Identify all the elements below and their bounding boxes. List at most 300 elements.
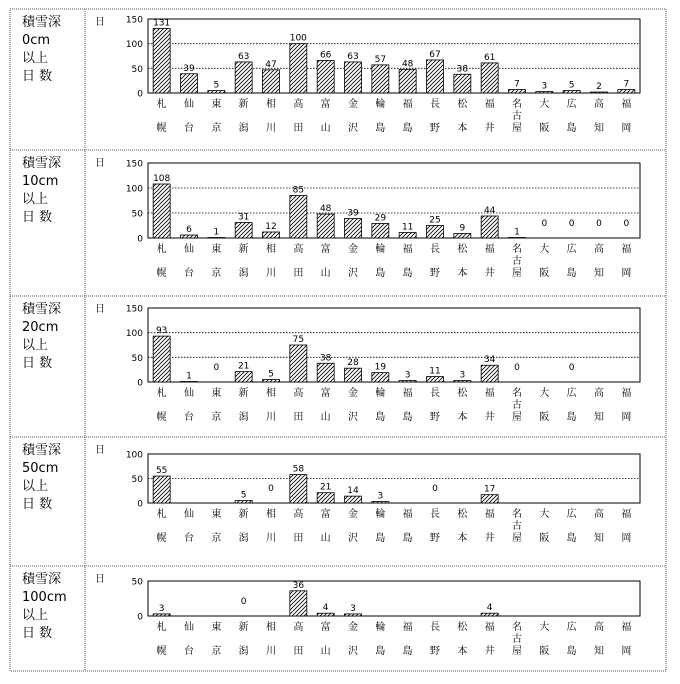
- x-tick-label: [512, 98, 522, 134]
- svg-text:潟: 潟: [239, 644, 249, 657]
- panel-title-line: 日 数: [22, 496, 52, 512]
- svg-text:富: 富: [321, 620, 331, 633]
- bar: [317, 60, 334, 93]
- bar-value-label: 57: [375, 55, 386, 65]
- bar-value-label: 9: [459, 224, 465, 234]
- svg-text:札: 札: [157, 620, 167, 633]
- x-tick-label: [239, 98, 249, 134]
- x-tick-label: [239, 387, 249, 423]
- bar-value-label: 93: [156, 326, 167, 336]
- x-tick-label: [239, 243, 249, 279]
- x-tick-label: [403, 620, 413, 657]
- bar-value-label: 34: [484, 355, 496, 365]
- svg-text:阪: 阪: [539, 267, 549, 279]
- x-tick-label: [403, 507, 413, 544]
- chart-panel-0: [22, 14, 640, 134]
- x-tick-label: [539, 507, 549, 544]
- bar: [454, 234, 471, 239]
- svg-text:幌: 幌: [157, 644, 167, 657]
- bar: [481, 365, 498, 382]
- bar-value-label: 4: [323, 603, 329, 613]
- svg-text:島: 島: [567, 531, 577, 544]
- bar: [153, 614, 170, 616]
- bar-value-label: 63: [238, 52, 249, 62]
- bar: [427, 377, 444, 382]
- svg-text:京: 京: [211, 121, 221, 134]
- bar-value-label: 21: [320, 483, 331, 493]
- bar: [235, 501, 252, 503]
- svg-text:岡: 岡: [621, 267, 631, 279]
- y-tick-label: 50: [132, 210, 144, 220]
- svg-text:金: 金: [348, 620, 358, 633]
- bar-value-label: 48: [402, 59, 414, 69]
- bar: [536, 92, 553, 93]
- svg-text:島: 島: [403, 531, 413, 544]
- bar: [153, 336, 170, 382]
- svg-text:広: 広: [567, 387, 577, 399]
- bar-value-label: 3: [405, 371, 411, 381]
- bar: [153, 184, 170, 238]
- svg-text:仙: 仙: [184, 620, 194, 633]
- svg-text:古: 古: [512, 254, 522, 267]
- bar-value-label: 3: [541, 82, 547, 92]
- bar-value-label: 6: [186, 225, 192, 235]
- bar-value-label: 36: [293, 581, 305, 591]
- y-tick-label: 50: [132, 354, 144, 364]
- bar-value-label: 66: [320, 50, 332, 60]
- bar-value-label: 0: [569, 363, 575, 373]
- svg-text:富: 富: [321, 386, 331, 399]
- svg-text:東: 東: [211, 507, 221, 520]
- svg-text:京: 京: [211, 644, 221, 657]
- x-tick-label: [266, 97, 276, 134]
- x-tick-label: [539, 97, 549, 134]
- svg-text:潟: 潟: [239, 121, 249, 134]
- bar: [263, 232, 280, 238]
- svg-text:古: 古: [512, 109, 522, 122]
- svg-text:広: 広: [567, 98, 577, 110]
- x-tick-label: [485, 242, 495, 279]
- svg-text:高: 高: [293, 386, 303, 399]
- unit-label: 日: [95, 573, 105, 585]
- svg-text:長: 長: [430, 243, 440, 255]
- x-tick-label: [594, 242, 604, 279]
- svg-text:長: 長: [430, 621, 440, 633]
- svg-text:知: 知: [594, 645, 604, 657]
- svg-text:大: 大: [539, 242, 549, 255]
- bar-value-label: 58: [293, 465, 305, 475]
- svg-text:潟: 潟: [239, 531, 249, 544]
- panel-title-line: 積雪深: [22, 442, 61, 458]
- panel-title-line: 積雪深: [22, 155, 61, 171]
- svg-text:名: 名: [512, 508, 522, 520]
- svg-text:福: 福: [621, 507, 631, 520]
- svg-text:札: 札: [157, 97, 167, 110]
- svg-text:大: 大: [539, 386, 549, 399]
- bar-value-label: 85: [293, 186, 304, 196]
- svg-text:高: 高: [594, 97, 604, 110]
- x-tick-label: [266, 620, 276, 657]
- svg-text:名: 名: [512, 243, 522, 255]
- plot-frame: [148, 19, 640, 93]
- x-tick-label: [321, 620, 331, 657]
- x-tick-label: [157, 507, 167, 544]
- plot-frame: [148, 163, 640, 238]
- svg-text:井: 井: [485, 266, 495, 279]
- bar: [263, 380, 280, 382]
- x-tick-label: [293, 386, 303, 423]
- bar-value-label: 131: [153, 18, 170, 28]
- svg-text:井: 井: [485, 644, 495, 657]
- svg-text:高: 高: [293, 97, 303, 110]
- y-tick-label: 0: [137, 379, 143, 389]
- x-tick-label: [485, 97, 495, 134]
- panel-title-line: 20cm: [22, 320, 58, 335]
- svg-text:高: 高: [293, 507, 303, 520]
- svg-text:輪: 輪: [375, 507, 385, 520]
- svg-text:大: 大: [539, 97, 549, 110]
- y-tick-label: 100: [126, 185, 143, 195]
- bar: [290, 345, 307, 382]
- x-tick-label: [430, 98, 440, 134]
- svg-text:金: 金: [348, 242, 358, 255]
- bar-value-label: 3: [350, 604, 356, 614]
- bar-value-label: 0: [514, 363, 520, 373]
- svg-text:新: 新: [239, 387, 249, 399]
- bar-value-label: 48: [320, 204, 332, 214]
- bar: [317, 493, 334, 503]
- x-tick-label: [621, 620, 631, 657]
- x-tick-label: [567, 621, 577, 657]
- svg-text:福: 福: [621, 97, 631, 110]
- svg-text:島: 島: [567, 121, 577, 134]
- svg-text:山: 山: [321, 121, 331, 134]
- x-tick-label: [457, 620, 468, 657]
- x-tick-label: [293, 507, 303, 544]
- x-tick-label: [539, 386, 549, 423]
- bar: [181, 235, 198, 238]
- x-tick-label: [211, 620, 221, 657]
- bar: [345, 219, 362, 239]
- svg-text:金: 金: [348, 507, 358, 520]
- bar-value-label: 61: [484, 53, 495, 63]
- svg-text:屋: 屋: [512, 267, 522, 279]
- bar-value-label: 5: [241, 491, 247, 501]
- bar-value-label: 39: [347, 209, 359, 219]
- x-tick-label: [375, 507, 385, 544]
- svg-text:札: 札: [157, 507, 167, 520]
- bar-value-label: 47: [265, 60, 276, 70]
- svg-text:島: 島: [375, 644, 385, 657]
- svg-text:野: 野: [430, 122, 440, 134]
- chart-panel-2: [10, 296, 666, 423]
- svg-text:相: 相: [266, 242, 276, 255]
- bar: [372, 502, 389, 503]
- svg-text:新: 新: [239, 98, 249, 110]
- bar: [454, 74, 471, 93]
- panel-title-line: 50cm: [22, 461, 58, 476]
- svg-text:島: 島: [403, 121, 413, 134]
- x-tick-label: [430, 621, 440, 657]
- svg-text:田: 田: [293, 645, 303, 657]
- x-tick-label: [184, 97, 194, 134]
- bar-value-label: 100: [290, 34, 307, 44]
- svg-text:福: 福: [621, 242, 631, 255]
- x-tick-label: [430, 387, 440, 423]
- svg-text:富: 富: [321, 507, 331, 520]
- x-tick-label: [293, 242, 303, 279]
- x-tick-label: [485, 620, 495, 657]
- bar: [427, 226, 444, 239]
- x-tick-label: [512, 387, 522, 423]
- svg-text:島: 島: [567, 266, 577, 279]
- y-tick-label: 100: [126, 40, 143, 50]
- bar: [290, 196, 307, 239]
- svg-text:福: 福: [403, 97, 413, 110]
- svg-text:本: 本: [457, 410, 467, 423]
- svg-text:井: 井: [485, 121, 495, 134]
- svg-text:古: 古: [512, 519, 522, 532]
- svg-text:輪: 輪: [375, 97, 385, 110]
- svg-text:台: 台: [184, 266, 194, 279]
- bar-value-label: 3: [377, 492, 383, 502]
- svg-text:福: 福: [403, 242, 413, 255]
- x-tick-label: [211, 507, 221, 544]
- x-tick-label: [457, 242, 468, 279]
- x-tick-label: [293, 97, 303, 134]
- svg-text:松: 松: [457, 620, 468, 633]
- bar-value-label: 44: [484, 206, 496, 216]
- x-tick-label: [321, 97, 331, 134]
- bar-value-label: 3: [159, 604, 165, 614]
- bar-value-label: 0: [596, 219, 602, 229]
- svg-text:田: 田: [293, 532, 303, 544]
- bar: [345, 368, 362, 382]
- bar-value-label: 19: [375, 363, 387, 373]
- svg-text:岡: 岡: [621, 411, 631, 423]
- svg-text:福: 福: [621, 620, 631, 633]
- plot-frame: [148, 308, 640, 382]
- svg-text:幌: 幌: [157, 531, 167, 544]
- unit-label: 日: [95, 444, 105, 456]
- svg-text:高: 高: [594, 507, 604, 520]
- x-tick-label: [621, 97, 631, 134]
- bar-value-label: 14: [347, 486, 359, 496]
- bar: [509, 238, 526, 239]
- svg-text:松: 松: [457, 242, 468, 255]
- x-tick-label: [211, 242, 221, 279]
- x-tick-label: [403, 242, 413, 279]
- x-tick-label: [375, 242, 385, 279]
- unit-label: 日: [95, 157, 105, 169]
- svg-text:松: 松: [457, 386, 468, 399]
- x-tick-label: [211, 97, 221, 134]
- bar: [153, 28, 170, 93]
- x-tick-label: [539, 242, 549, 279]
- bar-value-label: 25: [429, 216, 440, 226]
- bar-value-label: 0: [432, 484, 438, 494]
- svg-text:川: 川: [266, 122, 276, 134]
- x-tick-label: [348, 507, 358, 544]
- x-tick-label: [594, 507, 604, 544]
- bar-value-label: 1: [186, 372, 192, 382]
- svg-text:野: 野: [430, 645, 440, 657]
- bar-value-label: 39: [183, 64, 195, 74]
- bar: [290, 591, 307, 616]
- svg-text:岡: 岡: [621, 645, 631, 657]
- svg-text:屋: 屋: [512, 532, 522, 544]
- chart-panel-1: [10, 150, 666, 279]
- x-tick-label: [539, 620, 549, 657]
- svg-text:広: 広: [567, 621, 577, 633]
- y-tick-label: 150: [126, 16, 143, 26]
- svg-text:広: 広: [567, 508, 577, 520]
- svg-text:高: 高: [293, 242, 303, 255]
- svg-text:山: 山: [321, 410, 331, 423]
- bar-value-label: 2: [596, 82, 602, 92]
- x-tick-label: [621, 386, 631, 423]
- bar: [208, 238, 225, 239]
- svg-text:島: 島: [375, 531, 385, 544]
- bar-value-label: 28: [347, 358, 359, 368]
- bar-value-label: 5: [268, 370, 274, 380]
- svg-text:大: 大: [539, 620, 549, 633]
- x-tick-label: [157, 242, 167, 279]
- x-tick-label: [512, 508, 522, 544]
- bar: [481, 63, 498, 93]
- x-tick-label: [184, 242, 194, 279]
- svg-text:福: 福: [403, 620, 413, 633]
- bar-value-label: 11: [402, 223, 413, 233]
- svg-text:新: 新: [239, 243, 249, 255]
- x-tick-label: [485, 507, 495, 544]
- svg-text:沢: 沢: [348, 267, 358, 279]
- panel-title-line: 日 数: [22, 625, 52, 641]
- svg-text:相: 相: [266, 386, 276, 399]
- svg-text:台: 台: [184, 531, 194, 544]
- panel-title-line: 日 数: [22, 209, 52, 225]
- panel-title-line: 積雪深: [22, 571, 61, 587]
- bar-value-label: 63: [347, 52, 358, 62]
- svg-text:島: 島: [567, 644, 577, 657]
- svg-text:松: 松: [457, 507, 468, 520]
- bar-value-label: 1: [213, 228, 219, 238]
- panel-title-line: 10cm: [22, 174, 58, 189]
- bar-value-label: 38: [457, 64, 469, 74]
- x-tick-label: [567, 98, 577, 134]
- x-tick-label: [621, 507, 631, 544]
- svg-text:長: 長: [430, 508, 440, 520]
- svg-text:知: 知: [594, 122, 604, 134]
- y-tick-label: 150: [126, 305, 143, 315]
- y-tick-label: 100: [126, 451, 143, 461]
- x-tick-label: [375, 386, 385, 423]
- svg-text:富: 富: [321, 97, 331, 110]
- bar-value-label: 75: [293, 335, 304, 345]
- svg-text:福: 福: [485, 97, 495, 110]
- svg-text:長: 長: [430, 387, 440, 399]
- svg-text:金: 金: [348, 386, 358, 399]
- svg-text:新: 新: [239, 508, 249, 520]
- svg-text:屋: 屋: [512, 645, 522, 657]
- x-tick-label: [293, 620, 303, 657]
- bar: [235, 62, 252, 93]
- svg-text:台: 台: [184, 410, 194, 423]
- bar: [317, 214, 334, 238]
- bar: [181, 74, 198, 93]
- svg-text:山: 山: [321, 644, 331, 657]
- chart-panel-3: [10, 437, 666, 544]
- y-tick-label: 0: [137, 613, 143, 623]
- bar: [399, 233, 416, 239]
- bar: [481, 495, 498, 503]
- svg-text:田: 田: [293, 267, 303, 279]
- bar: [153, 476, 170, 503]
- y-tick-label: 150: [126, 160, 143, 170]
- svg-text:島: 島: [403, 644, 413, 657]
- bar: [509, 90, 526, 93]
- svg-text:広: 広: [567, 243, 577, 255]
- y-tick-label: 0: [137, 235, 143, 245]
- svg-text:名: 名: [512, 98, 522, 110]
- svg-text:島: 島: [375, 410, 385, 423]
- svg-text:台: 台: [184, 121, 194, 134]
- x-tick-label: [184, 386, 194, 423]
- svg-text:相: 相: [266, 620, 276, 633]
- plot-frame: [148, 581, 640, 616]
- svg-text:知: 知: [594, 532, 604, 544]
- x-tick-label: [567, 387, 577, 423]
- x-tick-label: [512, 243, 522, 279]
- svg-text:島: 島: [567, 410, 577, 423]
- svg-text:福: 福: [485, 620, 495, 633]
- svg-text:相: 相: [266, 97, 276, 110]
- svg-text:川: 川: [266, 411, 276, 423]
- svg-text:川: 川: [266, 267, 276, 279]
- bar-value-label: 3: [459, 371, 465, 381]
- svg-text:台: 台: [184, 644, 194, 657]
- y-tick-label: 50: [132, 578, 144, 588]
- bar: [399, 69, 416, 93]
- bar-value-label: 55: [156, 466, 167, 476]
- x-tick-label: [348, 97, 358, 134]
- bar: [399, 381, 416, 382]
- svg-text:新: 新: [239, 621, 249, 633]
- svg-text:富: 富: [321, 242, 331, 255]
- x-tick-label: [211, 386, 221, 423]
- svg-text:田: 田: [293, 122, 303, 134]
- svg-text:潟: 潟: [239, 266, 249, 279]
- x-tick-label: [321, 507, 331, 544]
- svg-text:高: 高: [594, 620, 604, 633]
- chart-panel-4: [10, 566, 666, 657]
- bar: [345, 614, 362, 616]
- panel-title-line: 以上: [22, 51, 48, 66]
- bar: [618, 90, 635, 93]
- svg-text:川: 川: [266, 532, 276, 544]
- svg-text:潟: 潟: [239, 410, 249, 423]
- svg-text:名: 名: [512, 387, 522, 399]
- svg-text:福: 福: [403, 386, 413, 399]
- svg-text:沢: 沢: [348, 411, 358, 423]
- x-tick-label: [594, 620, 604, 657]
- svg-text:輪: 輪: [375, 386, 385, 399]
- y-tick-label: 50: [132, 65, 144, 75]
- x-tick-label: [512, 621, 522, 657]
- bar-value-label: 0: [623, 219, 629, 229]
- x-tick-label: [321, 242, 331, 279]
- panel-title-line: 0cm: [22, 33, 50, 48]
